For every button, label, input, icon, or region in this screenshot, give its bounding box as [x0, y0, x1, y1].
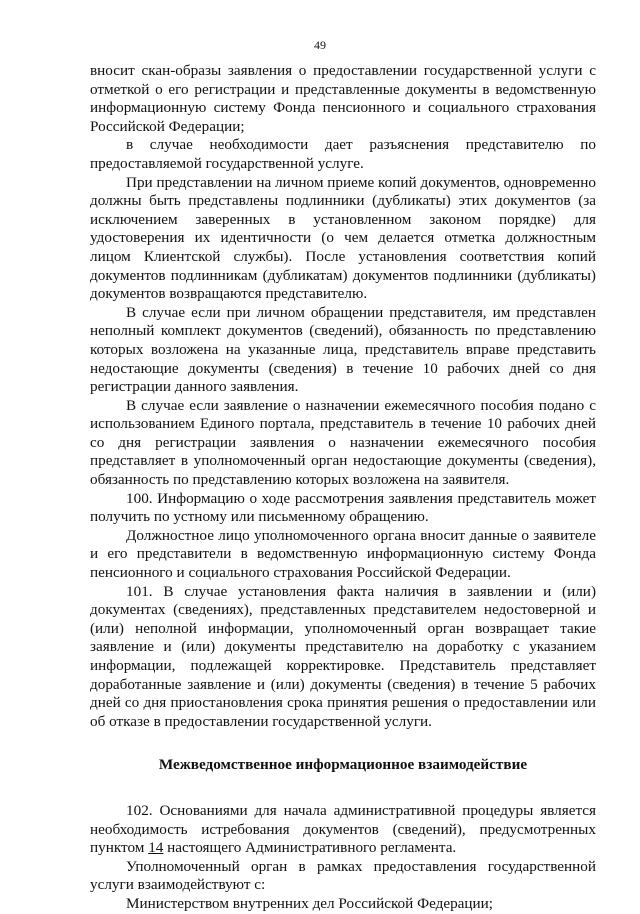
paragraph-official-enters-data: Должностное лицо уполномоченного органа вносит данные о заявителе и его представители в ведомственную информационную систему Фонда пенсионного и социального страхования Российской Федерации.	[90, 526, 596, 582]
paragraph-101: 101. В случае установления факта наличия в заявлении и (или) документах (сведениях), представленных представителем недостоверной и (или) неполной информации, уполномоченный орган возвращает такие заявление и (или) документы представителю на доработку с указанием информации, подлежащей корректировке. Представитель представляет доработанные заявление и (или) документы (сведения) в течение 5 рабочих дней со дня приостановления срока принятия решения о предоставлении или об отказе в предоставлении государственной услуги.	[90, 582, 596, 730]
paragraph-interaction: Уполномоченный орган в рамках предоставления государственной услуги взаимодействуют с:	[90, 857, 596, 894]
paragraph-explanations: в случае необходимости дает разъяснения представителю по предоставляемой государственной услуге.	[90, 136, 596, 172]
paragraph-102-text-end: настоящего Административного регламента.	[163, 839, 457, 857]
paragraph-102	[90, 802, 596, 858]
paragraph-100: 100. Информацию о ходе рассмотрения заявления представитель может получить по устному или письменному обращению.	[90, 489, 596, 526]
paragraph-copies-originals: При представлении на личном приеме копий документов, одновременно должны быть представлены подлинники (дубликаты) этих документов (за исключением заверенных в установленном законом порядке) для удостоверения их идентичности (о чем делается отметка должностным лицом Клиентской службы). После установления соответствия копий документов подлинникам (дубликатам) документов подлинники (дубликаты) документов возвращаются представителю.	[90, 173, 596, 303]
paragraph-14-link[interactable]: 14	[148, 839, 164, 857]
paragraph-102-text-start: 102. Основаниями для начала административной процедуры является необходимость истребования документов (сведений), предусмотренных пунктом	[90, 801, 596, 857]
document-body	[90, 62, 596, 914]
paragraph-scan-images: вносит скан-образы заявления о предоставлении государственной услуги с отметкой о его регистрации и представленные документы в ведомственную информационную систему Фонда пенсионного и социального страхования Российской Федерации;	[90, 62, 596, 135]
paragraph-ministry: Министерством внутренних дел Российской Федерации;	[126, 894, 494, 912]
section-heading: Межведомственное информационное взаимодействие	[158, 756, 528, 774]
paragraph-incomplete-set: В случае если при личном обращении представителя, им представлен неполный комплект документов (сведений), обязанность по представлению которых возложена на указанные лица, представитель вправе представить недостающие документы (сведения) в течение 10 рабочих дней со дня регистрации данного заявления.	[90, 303, 596, 396]
paragraph-single-portal: В случае если заявление о назначении ежемесячного пособия подано с использованием Единого портала, представитель в течение 10 рабочих дней со дня регистрации заявления о назначении ежемесячного пособия представляет в уполномоченный орган недостающие документы (сведения), обязанность по представлению которых возложена на заявителя.	[90, 396, 596, 489]
page-number: 49	[314, 38, 326, 52]
